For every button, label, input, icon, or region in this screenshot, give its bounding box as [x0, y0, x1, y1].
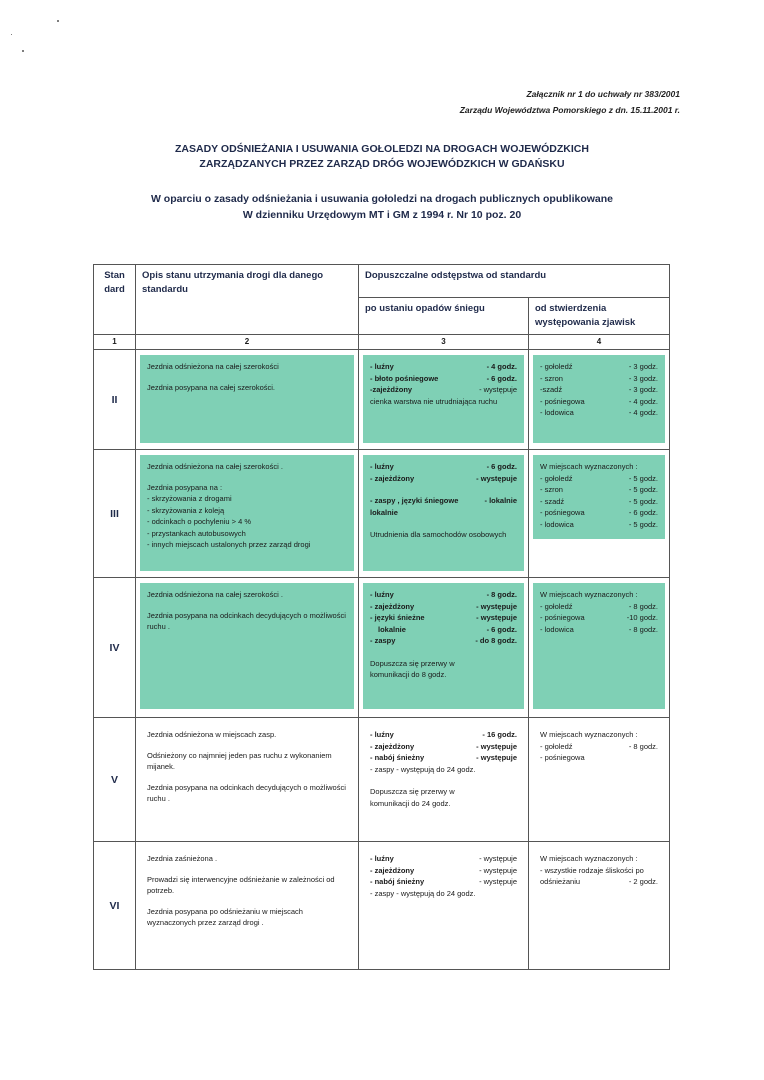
deviation-line: - szadź - 5 godz. — [540, 496, 658, 506]
standard-number: III — [94, 450, 136, 578]
ice-deviation-box — [533, 455, 665, 539]
deviation-line: - zajeżdżony - występuje — [370, 601, 517, 611]
description-text: Odśnieżony co najmniej jeden pas ruchu z wykonaniem mijanek. — [147, 750, 332, 771]
ice-deviation-box — [533, 583, 665, 709]
deviation-line: - języki śnieżne - występuje — [370, 613, 517, 622]
deviation-line: - gołoledź - 5 godz. — [540, 473, 658, 483]
deviation-line: - pośniegowa — [540, 753, 585, 762]
col-standard-header: Stan dard — [94, 265, 136, 335]
col-number: 1 — [94, 335, 136, 350]
description-text: Jezdnia odśnieżona na całej szerokości — [147, 362, 279, 371]
deviation-line: - pośniegowa -10 godz. — [540, 613, 658, 622]
description-text: Jezdnia zaśnieżona . — [147, 854, 218, 863]
col-number: 2 — [136, 335, 359, 350]
deviation-line: - gołoledź - 8 godz. — [540, 601, 658, 611]
header-row-1 — [94, 265, 670, 298]
snow-deviation-box — [363, 583, 524, 709]
deviation-line: -szadź - 3 godz. — [540, 385, 658, 394]
deviation-line: - zaspy - występują do 24 godz. — [370, 888, 476, 898]
deviation-line: - błoto pośniegowe - 6 godz. — [370, 373, 517, 383]
standard-number: V — [94, 718, 136, 842]
standard-number: IV — [94, 578, 136, 718]
description-text: Jezdnia posypana na całej szerokości. — [147, 382, 275, 392]
deviation-line: - zaspy - występują do 24 godz. — [370, 764, 476, 774]
deviation-note: Dopuszcza się przerwy w komunikacji do 24 godz. — [370, 787, 455, 808]
table-row — [94, 450, 670, 578]
subtitle-line-1: W oparciu o zasady odśnieżania i usuwania gołoledzi na drogach publicznych opublikowane — [150, 193, 614, 205]
col-number: 3 — [359, 335, 529, 350]
deviation-intro: W miejscach wyznaczonych : — [540, 730, 638, 739]
column-number-row — [94, 335, 670, 350]
col-description-header: Opis stanu utrzymania drogi dla danego standardu — [136, 265, 359, 335]
document-title — [0, 142, 764, 172]
deviation-intro: W miejscach wyznaczonych : — [540, 590, 638, 599]
deviation-line: - zaspy , języki śniegowe - lokalnie — [370, 496, 517, 505]
description-text: Jezdnia posypana na : — [147, 482, 223, 492]
scan-speck — [11, 34, 12, 35]
deviation-note: Utrudnienia dla samochodów osobowych — [370, 530, 507, 539]
ice-deviation-box — [533, 355, 665, 443]
deviation-line: cienka warstwa nie utrudniająca ruchu — [370, 396, 498, 406]
deviation-line: - zaspy - do 8 godz. — [370, 636, 517, 645]
attachment-note — [460, 86, 680, 118]
deviation-line: - luźny - 16 godz. — [370, 730, 517, 739]
deviation-line: - luźny - 8 godz. — [370, 590, 517, 599]
description-text: Jezdnia posypana po odśnieżaniu w miejscach wyznaczonych przez zarząd drogi . — [147, 906, 303, 927]
deviation-line: - wszystkie rodzaje śliskości po — [540, 865, 644, 875]
standards-table — [93, 264, 670, 970]
deviation-line: - szron - 5 godz. — [540, 485, 658, 494]
deviation-line: -zajeżdżony - występuje — [370, 385, 517, 394]
table-row — [94, 350, 670, 450]
deviation-line: - luźny - występuje — [370, 854, 517, 863]
description-text: Jezdnia posypana na odcinkach decydujących o możliwości ruchu . — [147, 610, 346, 631]
deviation-line: - zajeżdżony - występuje — [370, 741, 517, 751]
deviation-line: lokalnie - 6 godz. — [378, 624, 517, 634]
description-box — [140, 723, 354, 811]
description-box — [140, 847, 354, 935]
description-box — [140, 355, 354, 443]
description-list-item: - przystankach autobusowych — [147, 528, 246, 538]
col-after-snow-header: po ustaniu opadów śniegu — [359, 298, 529, 335]
attachment-line-1: Załącznik nr 1 do uchwały nr 383/2001 — [526, 89, 680, 99]
deviation-line: odśnieżaniu - 2 godz. — [540, 877, 658, 886]
deviation-line: - lodowica - 5 godz. — [540, 519, 658, 529]
description-text: Jezdnia odśnieżona na całej szerokości . — [147, 590, 283, 599]
deviation-line: - gołoledź - 3 godz. — [540, 362, 658, 371]
description-box — [140, 583, 354, 709]
standard-number: VI — [94, 842, 136, 970]
ice-deviation-box — [533, 847, 665, 894]
col-deviations-header: Dopuszczalne odstępstwa od standardu — [359, 265, 670, 298]
attachment-line-2: Zarządu Województwa Pomorskiego z dn. 15.11.2001 r. — [459, 105, 680, 115]
ice-deviation-box — [533, 723, 665, 770]
deviation-line: - zajeżdżony - występuje — [370, 865, 517, 875]
title-line-2: ZARZĄDZANYCH PRZEZ ZARZĄD DRÓG WOJEWÓDZKICH W GDAŃSKU — [199, 158, 565, 170]
snow-deviation-box — [363, 355, 524, 443]
deviation-line: - nabój śnieżny - występuje — [370, 753, 517, 762]
description-list-item: - skrzyżowania z drogami — [147, 494, 232, 503]
deviation-line: - zajeżdżony - występuje — [370, 473, 517, 483]
scan-speck — [22, 50, 24, 52]
table-row — [94, 578, 670, 718]
description-text: Prowadzi się interwencyjne odśnieżanie w zależności od potrzeb. — [147, 874, 335, 895]
deviation-intro: W miejscach wyznaczonych : — [540, 854, 638, 863]
deviation-line: - luźny - 6 godz. — [370, 462, 517, 471]
col-number: 4 — [529, 335, 670, 350]
deviation-line: - szron - 3 godz. — [540, 373, 658, 383]
standard-number: II — [94, 350, 136, 450]
snow-deviation-box — [363, 723, 524, 815]
deviation-line: - nabój śnieżny - występuje — [370, 877, 517, 886]
deviation-line: - pośniegowa - 4 godz. — [540, 396, 658, 406]
table-row — [94, 842, 670, 970]
subtitle-line-2: W dzienniku Urzędowym MT i GM z 1994 r. Nr 10 poz. 20 — [242, 209, 522, 221]
description-list-item: - odcinkach o pochyleniu > 4 % — [147, 517, 252, 526]
deviation-line: - pośniegowa - 6 godz. — [540, 508, 658, 517]
document-subtitle — [0, 191, 764, 223]
table-row — [94, 718, 670, 842]
deviation-line: - luźny - 4 godz. — [370, 362, 517, 371]
snow-deviation-box — [363, 847, 524, 905]
description-text: Jezdnia posypana na odcinkach decydujących o możliwości ruchu . — [147, 782, 346, 803]
description-list-item: - innych miejscach ustalonych przez zarząd drogi — [147, 540, 311, 549]
col-after-phenomena-header: od stwierdzenia występowania zjawisk — [529, 298, 670, 335]
deviation-line: - lodowica - 8 godz. — [540, 624, 658, 634]
snow-deviation-box — [363, 455, 524, 571]
description-list-item: - skrzyżowania z koleją — [147, 505, 225, 515]
deviation-line: - gołoledź - 8 godz. — [540, 741, 658, 751]
deviation-line: - lodowica - 4 godz. — [540, 408, 658, 417]
deviation-note: Dopuszcza się przerwy w komunikacji do 8 godz. — [370, 658, 455, 679]
deviation-intro: W miejscach wyznaczonych : — [540, 462, 638, 471]
description-text: Jezdnia odśnieżona w miejscach zasp. — [147, 730, 277, 739]
description-text: Jezdnia odśnieżona na całej szerokości . — [147, 462, 283, 471]
scan-speck — [57, 20, 59, 22]
deviation-line: lokalnie — [370, 507, 398, 517]
title-line-1: ZASADY ODŚNIEŻANIA I USUWANIA GOŁOLEDZI NA DROGACH WOJEWÓDZKICH — [175, 143, 589, 155]
description-box — [140, 455, 354, 571]
